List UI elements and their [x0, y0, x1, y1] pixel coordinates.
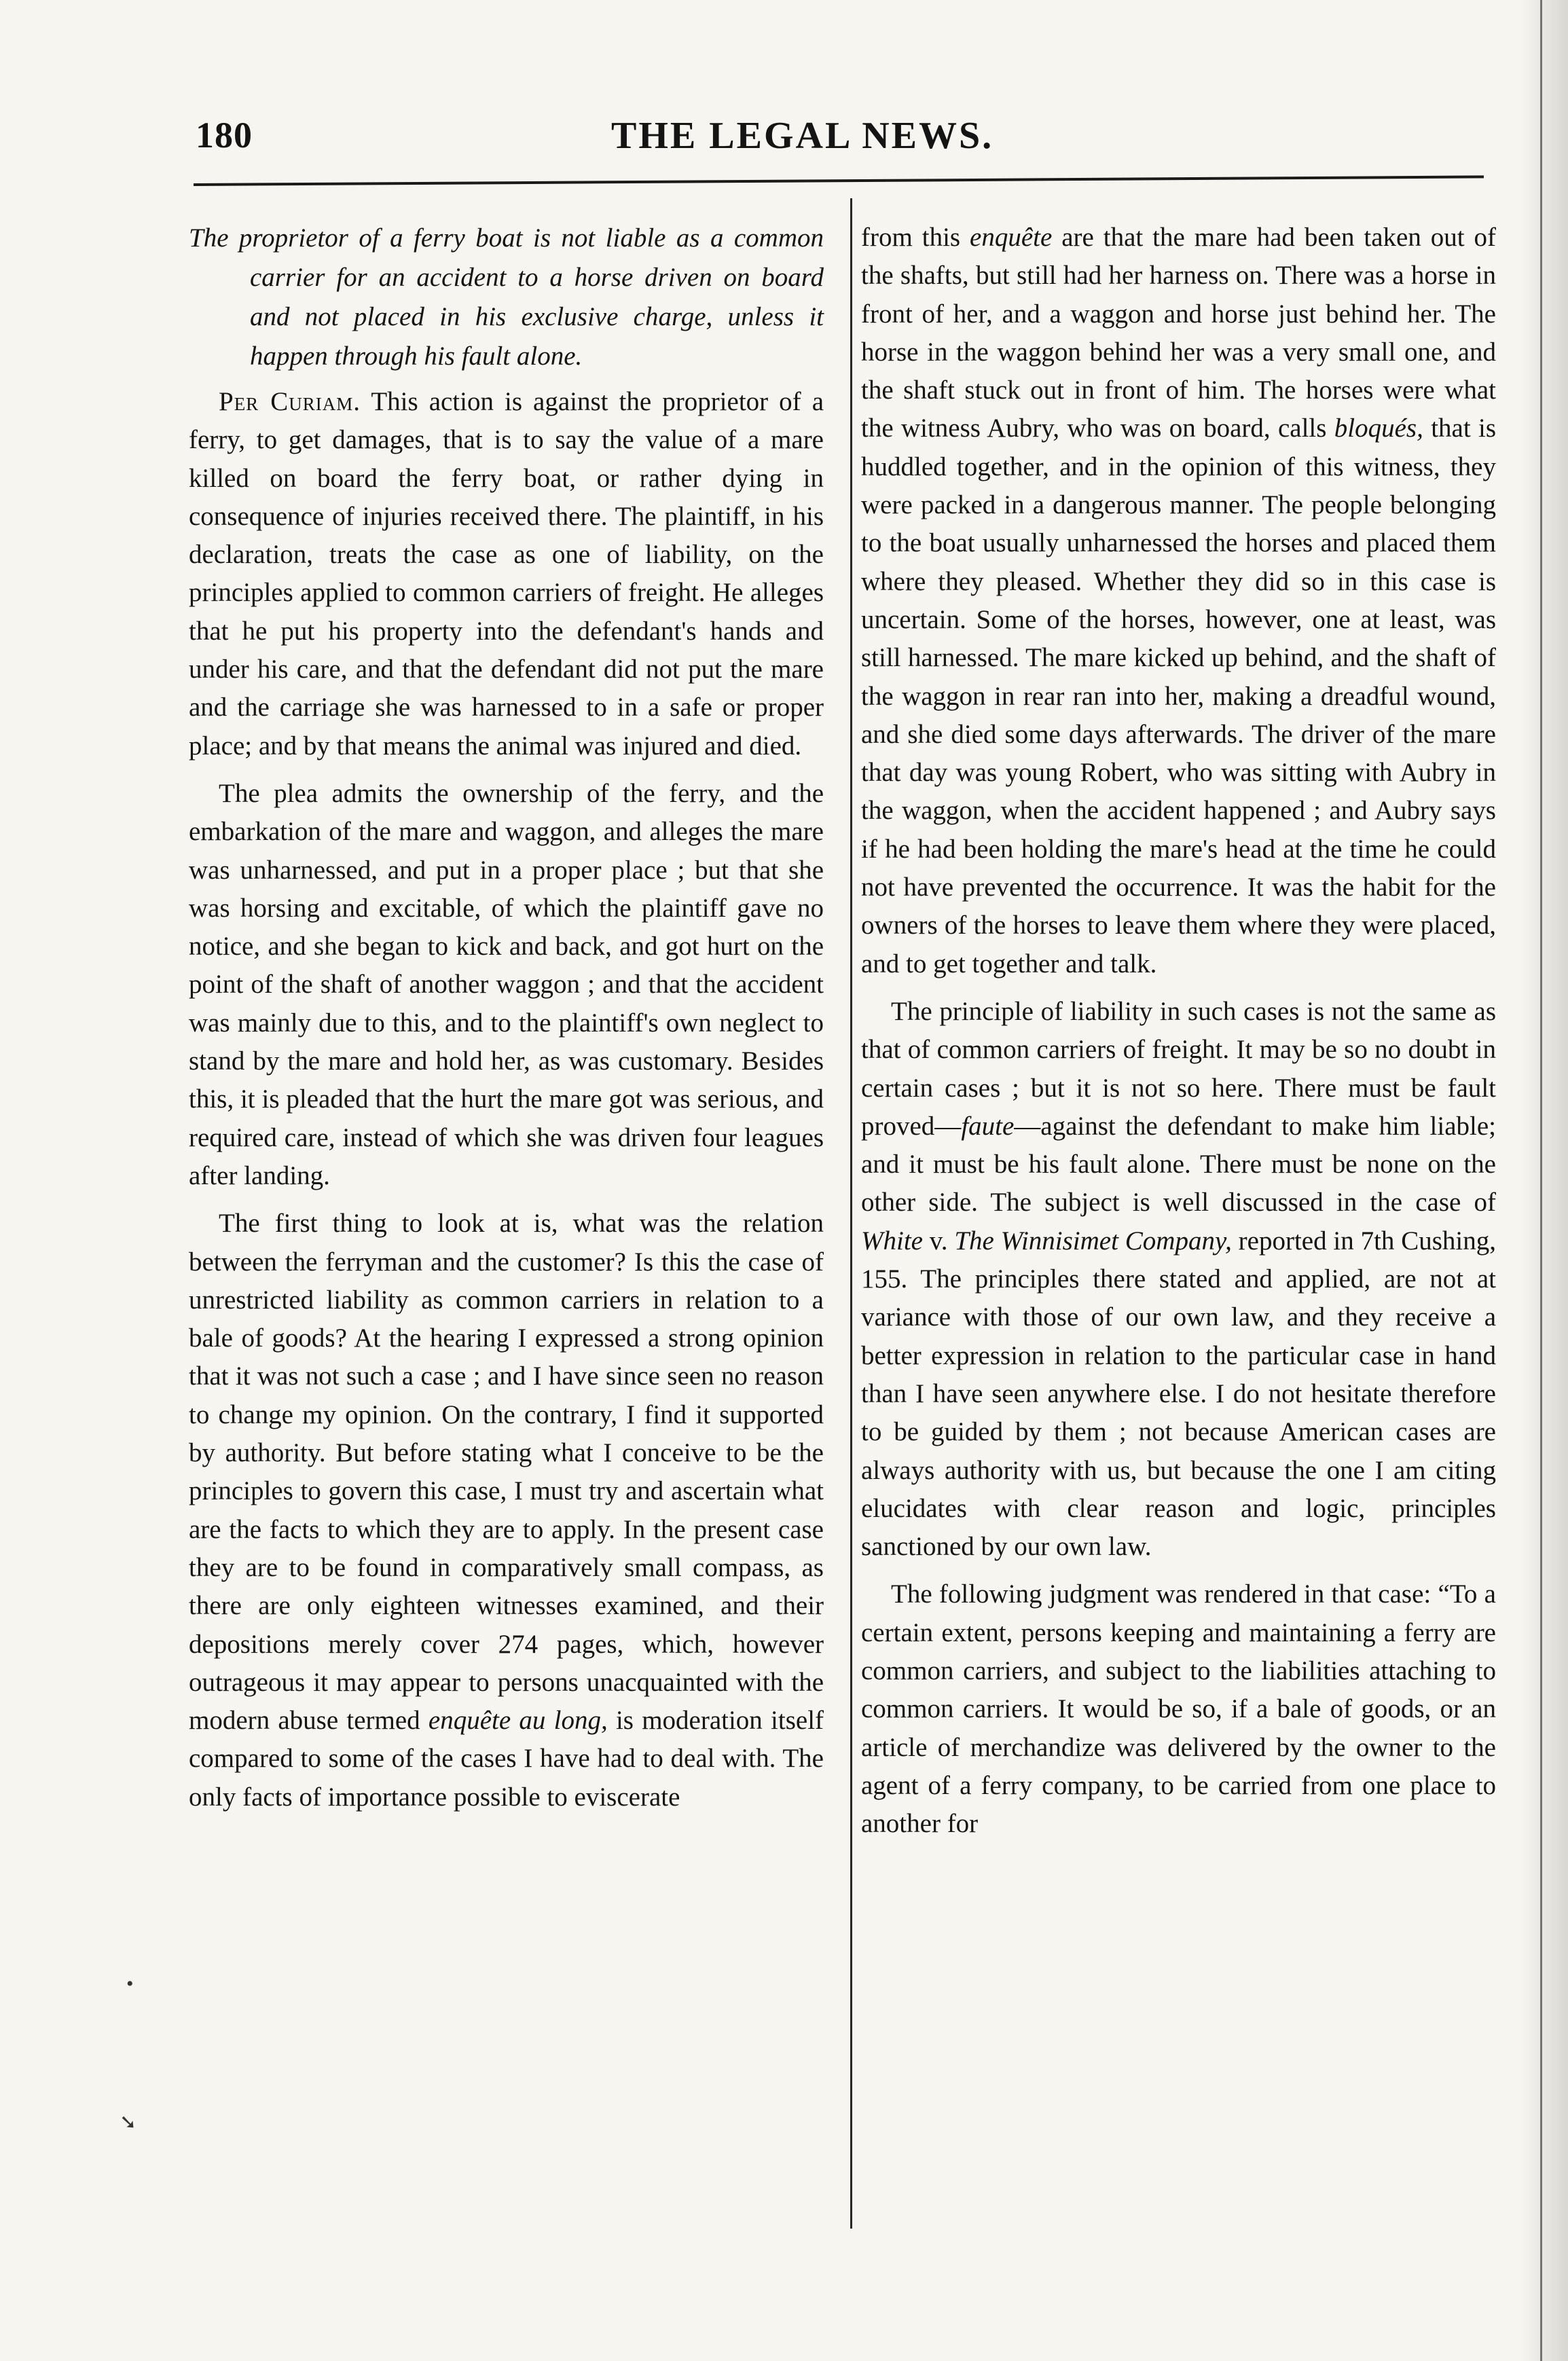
- italic-term: enquête au long,: [428, 1706, 608, 1736]
- italic-term: faute: [961, 1111, 1015, 1141]
- column-left: [189, 219, 824, 1826]
- case-name-italic: The Winnisimet Company,: [954, 1226, 1232, 1256]
- margin-dot-mark: •: [126, 1973, 134, 1995]
- italic-term: enquête: [970, 223, 1053, 252]
- italic-term: bloqués,: [1334, 414, 1423, 443]
- paragraph-text: The principle of liability in such cases is not the same as that of common carriers of freight. It may be so no doubt in certain cases ; but it is not so here. There must be fault proved—: [861, 996, 1496, 1141]
- paragraph-text: —against the defendant to make him liable; and it must be his fault alone. There must be none on the other side. The subject is well discussed in the case of: [861, 1111, 1496, 1218]
- paragraph-principle: [861, 993, 1496, 1566]
- per-curiam-label: Per Curiam.: [219, 387, 361, 416]
- paragraph-judgment: The following judgment was rendered in that case: “To a certain extent, persons keeping and maintaining a ferry are common carriers, and subject to the liabilities attaching to common carriers. It would be so, if a bale of goods, or an article of merchandize was delivered by the owner to the agent of a ferry company, to be carried from one place to another for: [861, 1579, 1496, 1839]
- paragraph-text: that is huddled together, and in the opinion of this witness, they were packed in a dangerous manner. The people belonging to the boat usually unharnessed the horses and placed them where they pleased. Whether they did so in this case is uncertain. Some of the horses, however, one at least, was still harnessed. The mare kicked up behind, and the shaft of the waggon in rear ran into her, making a dreadful wound, and she died some days afterwards. The driver of the mare that day was young Robert, who was sitting with Aubry in the waggon, when the accident happened ; and Aubry says if he had been holding the mare's head at the time he could not have prevented the occurrence. It was the habit for the owners of the horses to leave them where they were placed, and to get together and talk.: [861, 414, 1497, 978]
- header-rule: [194, 175, 1484, 186]
- paragraph-text: This action is against the proprietor of a ferry, to get damages, that is to say the value of a mare killed on board the ferry boat, or rather dying in consequence of injuries received there. The plaintiff, in his declaration, treats the case as one of liability, on the principles applied to common carriers of freight. He alleges that he put his property into the defendant's hands and under his care, and that the defendant did not put the mare and the carriage she was harnessed to in a safe or proper place; and by that means the animal was injured and died.: [189, 387, 824, 761]
- column-right: [861, 219, 1496, 1852]
- paragraph-relation: [189, 1205, 824, 1816]
- paragraph-per-curiam: [189, 383, 824, 765]
- paragraph-text: The first thing to look at is, what was the relation between the ferryman and the customer? Is this the case of unrestricted liability as common carriers in relation to a bale of goods? At the hearing I expressed a strong opinion that it was not such a case ; and I have since seen no reason to change my opinion. On the contrary, I find it supported by authority. But before stating what I conceive to be the principles to govern this case, I must try and ascertain what are the facts to which they are to apply. In the present case they are to be found in comparatively small compass, as there are only eighteen witnesses examined, and their depositions merely cover 274 pages, which, however outrageous it may appear to persons unacquainted with the modern abuse termed: [189, 1209, 824, 1736]
- versus: v.: [929, 1226, 948, 1256]
- page-edge-line: [1540, 0, 1542, 2361]
- margin-arrow-mark: ➘: [120, 2111, 137, 2134]
- paragraph-text: are that the mare had been taken out of the shafts, but still had her harness on. There was a horse in front of her, and a waggon and horse just behind her. The horse in the waggon behind her was a very small one, and the shaft stuck out in front of him. The horses were what the witness Aubry, who was on board, calls: [861, 223, 1497, 443]
- paragraph-text: reported in 7th Cushing, 155. The principles there stated and applied, are not at variance with those of our own law, and they receive a better expression in relation to the particular case in hand than I have seen anywhere else. I do not hesitate therefore to be guided by them ; not because American cases are always authority with us, but because the one I am citing elucidates with clear reason and logic, principles sanctioned by our own law.: [861, 1226, 1496, 1562]
- page-number: 180: [196, 115, 253, 155]
- paragraph-plea: The plea admits the ownership of the ferry, and the embarkation of the mare and waggon, and alleges the mare was unharnessed, and put in a proper place ; but that she was horsing and excitable, of which the plaintiff gave no notice, and she began to kick and back, and got hurt on the point of the shaft of another waggon ; and that the accident was mainly due to this, and to the plaintiff's own neglect to stand by the mare and hold her, as was customary. Besides this, it is pleaded that the hurt the mare got was serious, and required care, instead of which she was driven four leagues after landing.: [189, 778, 824, 1190]
- case-name-italic: White: [861, 1226, 923, 1256]
- page-edge-shade: [1520, 0, 1568, 2361]
- running-title: THE LEGAL NEWS.: [611, 115, 994, 157]
- column-divider: [850, 198, 852, 2229]
- headnote: The proprietor of a ferry boat is not liable as a common carrier for an accident to a horse driven on board and not placed in his exclusive charge, unless it happen through his fault alone.: [189, 223, 824, 371]
- paragraph-text: from this: [861, 223, 961, 252]
- paragraph-facts: [861, 219, 1496, 983]
- paragraph-text: is moderation itself compared to some of the cases I have had to deal with. The only facts of importance possible to eviscerate: [189, 1706, 824, 1812]
